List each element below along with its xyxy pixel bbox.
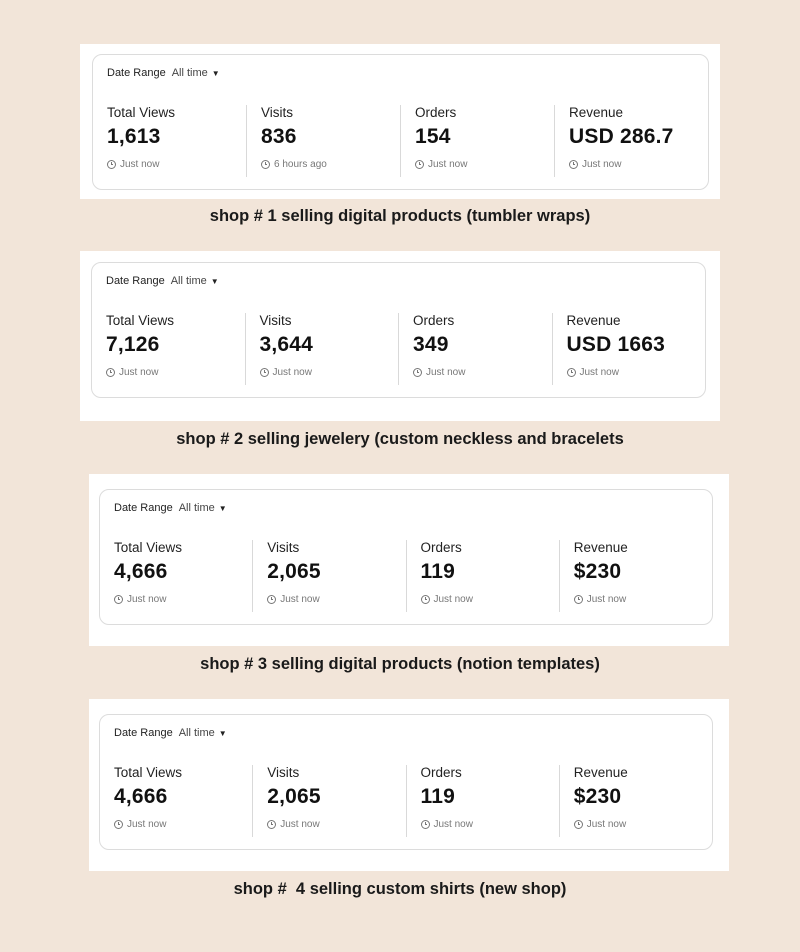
- date-range-label: Date Range: [114, 727, 173, 739]
- clock-icon: [267, 595, 276, 604]
- date-range-label: Date Range: [107, 67, 166, 79]
- stat-updated: Just now: [272, 367, 312, 378]
- shop-caption-2: shop # 2 selling jewelery (custom neckless and bracelets: [176, 430, 624, 448]
- stat-value: 836: [261, 125, 297, 148]
- stat-label: Visits: [259, 313, 292, 328]
- stat-orders[interactable]: [406, 765, 559, 837]
- stat-value: 1,613: [107, 125, 161, 148]
- stat-label: Total Views: [106, 313, 175, 328]
- stat-updated: Just now: [280, 594, 320, 605]
- stat-value: 349: [413, 333, 449, 356]
- date-range-label: Date Range: [114, 502, 173, 514]
- date-range-value: All time: [178, 502, 215, 514]
- stat-total-views[interactable]: [93, 105, 246, 177]
- stat-value: 4,666: [114, 560, 168, 583]
- stat-label: Orders: [413, 313, 455, 328]
- caret-down-icon: ▼: [211, 68, 220, 78]
- stat-value: 154: [415, 125, 451, 148]
- stat-label: Revenue: [569, 105, 624, 120]
- clock-icon: [574, 595, 583, 604]
- stat-updated: Just now: [586, 819, 627, 830]
- stat-orders[interactable]: [406, 540, 559, 612]
- stats-row: [93, 105, 708, 177]
- stat-value: $230: [573, 560, 622, 583]
- caret-down-icon: ▼: [218, 503, 227, 513]
- caret-down-icon: ▼: [218, 728, 227, 738]
- stat-label: Visits: [267, 540, 300, 555]
- stat-value: 119: [420, 560, 455, 583]
- clock-icon: [267, 820, 276, 829]
- stat-label: Orders: [420, 765, 462, 780]
- shop-panel-4: [89, 699, 729, 871]
- stat-visits[interactable]: [252, 540, 405, 612]
- stat-updated: 6 hours ago: [274, 159, 327, 170]
- stat-label: Visits: [267, 765, 300, 780]
- stat-updated: Just now: [433, 594, 473, 605]
- clock-icon: [421, 820, 430, 829]
- stat-total-views[interactable]: [100, 540, 252, 612]
- stat-revenue[interactable]: [554, 105, 708, 177]
- clock-icon: [106, 368, 115, 377]
- date-range-dropdown[interactable]: [106, 275, 219, 287]
- caret-down-icon: ▼: [210, 276, 219, 286]
- clock-icon: [413, 368, 422, 377]
- clock-icon: [260, 368, 269, 377]
- stat-updated: Just now: [280, 819, 320, 830]
- clock-icon: [574, 820, 583, 829]
- stat-label: Orders: [420, 540, 462, 555]
- clock-icon: [567, 368, 576, 377]
- stats-card: [92, 54, 709, 190]
- clock-icon: [421, 595, 430, 604]
- shop-panel-3: [89, 474, 729, 646]
- shop-caption-1: shop # 1 selling digital products (tumbler wraps): [209, 207, 591, 225]
- stat-total-views[interactable]: [92, 313, 245, 385]
- clock-icon: [569, 160, 578, 169]
- clock-icon: [107, 160, 116, 169]
- stat-updated: Just now: [433, 819, 473, 830]
- date-range-label: Date Range: [106, 275, 165, 287]
- stat-label: Revenue: [573, 540, 628, 555]
- stat-label: Total Views: [114, 765, 183, 780]
- clock-icon: [415, 160, 424, 169]
- stat-value: 4,666: [114, 785, 168, 808]
- stat-orders[interactable]: [400, 105, 554, 177]
- stats-card: [91, 262, 706, 398]
- clock-icon: [114, 595, 123, 604]
- date-range-value: All time: [171, 67, 208, 79]
- shop-panel-2: [80, 251, 720, 421]
- stat-updated: Just now: [127, 819, 167, 830]
- stat-value: 3,644: [259, 333, 314, 356]
- stat-revenue[interactable]: [552, 313, 706, 385]
- shop-caption-4: shop # 4 selling custom shirts (new shop): [233, 880, 567, 898]
- stat-updated: Just now: [127, 594, 167, 605]
- date-range-dropdown[interactable]: [107, 67, 220, 79]
- stat-revenue[interactable]: [559, 765, 712, 837]
- stats-row: [100, 540, 712, 612]
- stat-label: Visits: [261, 105, 294, 120]
- stat-label: Total Views: [114, 540, 183, 555]
- date-range-dropdown[interactable]: [114, 727, 227, 739]
- stat-updated: Just now: [579, 367, 619, 378]
- stat-value: 2,065: [267, 560, 321, 583]
- stat-value: 7,126: [106, 333, 160, 356]
- stat-label: Revenue: [566, 313, 621, 328]
- stat-label: Revenue: [573, 765, 628, 780]
- stats-card: [99, 714, 713, 850]
- shop-panel-1: [80, 44, 720, 199]
- stat-visits[interactable]: [246, 105, 400, 177]
- date-range-dropdown[interactable]: [114, 502, 227, 514]
- stat-label: Orders: [415, 105, 457, 120]
- stat-updated: Just now: [582, 159, 622, 170]
- stat-orders[interactable]: [398, 313, 552, 385]
- stats-card: [99, 489, 713, 625]
- date-range-value: All time: [170, 275, 207, 287]
- stat-updated: Just now: [586, 594, 627, 605]
- stat-updated: Just now: [428, 159, 468, 170]
- stat-visits[interactable]: [245, 313, 399, 385]
- stat-value: 119: [420, 785, 455, 808]
- stat-value: USD 286.7: [569, 125, 674, 148]
- stat-revenue[interactable]: [559, 540, 712, 612]
- stats-row: [100, 765, 712, 837]
- stat-total-views[interactable]: [100, 765, 252, 837]
- date-range-value: All time: [178, 727, 215, 739]
- stat-updated: Just now: [119, 367, 159, 378]
- stat-value: 2,065: [267, 785, 321, 808]
- clock-icon: [261, 160, 270, 169]
- stats-row: [92, 313, 705, 385]
- stat-label: Total Views: [107, 105, 176, 120]
- stat-value: $230: [573, 785, 622, 808]
- shop-caption-3: shop # 3 selling digital products (notion templates): [200, 655, 600, 673]
- clock-icon: [114, 820, 123, 829]
- stat-updated: Just now: [120, 159, 160, 170]
- stat-value: USD 1663: [566, 333, 665, 356]
- stat-updated: Just now: [426, 367, 466, 378]
- stat-visits[interactable]: [252, 765, 405, 837]
